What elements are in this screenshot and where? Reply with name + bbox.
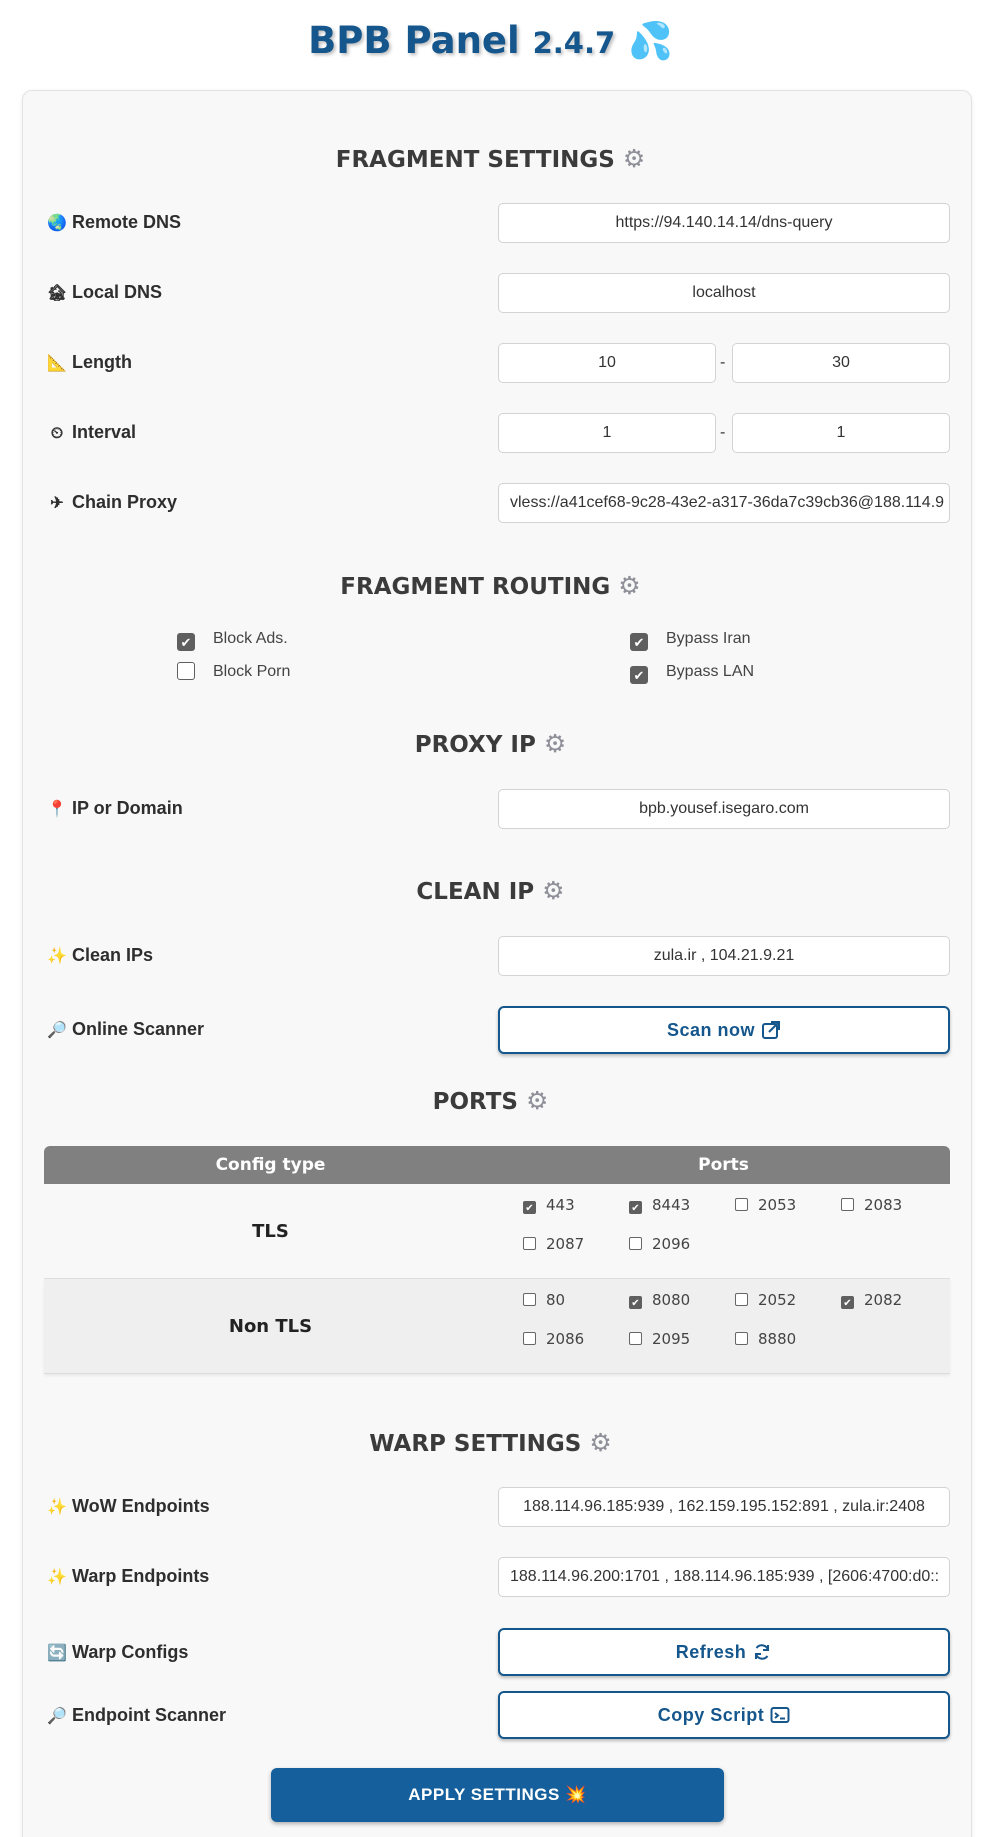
remote-dns-input[interactable]: https://94.140.14.14/dns-query <box>498 203 950 243</box>
section-heading-text: PROXY IP <box>414 732 536 758</box>
port-checkbox[interactable] <box>523 1235 584 1253</box>
port-checkbox[interactable] <box>523 1196 575 1214</box>
port-checkbox[interactable] <box>735 1291 796 1309</box>
port-checkbox[interactable] <box>841 1291 902 1309</box>
port-checkbox[interactable] <box>629 1330 690 1348</box>
checkbox-checked-icon[interactable]: ✔ <box>630 633 648 651</box>
block-porn-checkbox[interactable] <box>177 661 290 683</box>
ports-table-header <box>44 1146 950 1184</box>
gear-icon: ⚙ <box>622 144 646 173</box>
checkbox-checked-icon[interactable]: ✔ <box>841 1296 854 1309</box>
wow-endpoints-label <box>46 1491 210 1521</box>
warp-endpoints-label <box>46 1561 209 1591</box>
port-label: 8880 <box>758 1330 797 1348</box>
terminal-icon <box>770 1705 790 1725</box>
external-link-icon <box>761 1020 781 1040</box>
port-label: 2052 <box>758 1291 797 1309</box>
clean-ips-label <box>46 940 153 970</box>
interval-min-input[interactable]: 1 <box>498 413 716 453</box>
checkbox-unchecked-icon[interactable] <box>841 1198 854 1211</box>
checkbox-unchecked-icon[interactable] <box>735 1293 748 1306</box>
gear-icon: ⚙ <box>542 876 565 905</box>
globe-icon: 🌏 <box>47 215 67 232</box>
label-text: Online Scanner <box>72 1019 205 1039</box>
port-checkbox[interactable] <box>629 1196 690 1214</box>
checkbox-unchecked-icon[interactable] <box>629 1237 642 1250</box>
checkbox-unchecked-icon[interactable] <box>523 1293 536 1306</box>
port-label: 2087 <box>546 1235 585 1253</box>
app-version: 2.4.7 <box>532 26 616 60</box>
collision-icon: 💥 <box>565 1785 587 1804</box>
port-label: 8443 <box>652 1196 691 1214</box>
droplets-icon: 💦 <box>628 21 673 62</box>
checkbox-label: Block Ads. <box>213 630 288 647</box>
label-text: Clean IPs <box>72 945 154 965</box>
wow-endpoints-input[interactable]: 188.114.96.185:939 , 162.159.195.152:891 , zula.ir:2408 <box>498 1487 950 1527</box>
sparkles-icon: ✨ <box>47 1499 67 1516</box>
config-type-cell: TLS <box>252 1221 289 1242</box>
port-label: 443 <box>546 1196 575 1214</box>
label-text: Warp Configs <box>72 1642 189 1662</box>
section-heading-text: CLEAN IP <box>416 879 535 905</box>
section-heading-text: PORTS <box>432 1089 518 1115</box>
checkbox-checked-icon[interactable]: ✔ <box>523 1201 536 1214</box>
warp-configs-label <box>46 1637 188 1667</box>
button-label: Refresh <box>675 1642 747 1662</box>
button-label: Copy Script <box>657 1705 765 1725</box>
warp-settings-title <box>0 1426 981 1460</box>
ports-title <box>0 1084 981 1118</box>
port-checkbox[interactable] <box>735 1330 796 1348</box>
timer-icon: ⏲ <box>50 425 64 442</box>
port-checkbox[interactable] <box>841 1196 902 1214</box>
checkbox-checked-icon[interactable]: ✔ <box>629 1201 642 1214</box>
magnifier-icon: 🔎 <box>47 1708 67 1725</box>
port-label: 2082 <box>864 1291 903 1309</box>
remote-dns-label <box>46 207 181 237</box>
port-label: 2095 <box>652 1330 691 1348</box>
interval-max-input[interactable]: 1 <box>732 413 950 453</box>
length-max-input[interactable]: 30 <box>732 343 950 383</box>
checkbox-checked-icon[interactable]: ✔ <box>629 1296 642 1309</box>
button-label: Scan now <box>666 1020 755 1040</box>
pin-icon: 📍 <box>47 801 67 818</box>
house-icon: 🏚 <box>46 285 68 302</box>
airplane-icon: ✈ <box>50 495 64 512</box>
label-text: IP or Domain <box>72 798 183 818</box>
app-name: BPB Panel <box>308 19 520 62</box>
gear-icon: ⚙ <box>543 729 567 758</box>
range-separator: - <box>720 424 726 441</box>
section-heading-text: WARP SETTINGS <box>369 1431 582 1457</box>
local-dns-input[interactable]: localhost <box>498 273 950 313</box>
section-heading-text: FRAGMENT SETTINGS <box>335 147 615 173</box>
label-text: Length <box>72 352 132 372</box>
interval-label <box>46 417 136 447</box>
checkbox-label: Block Porn <box>213 663 291 680</box>
port-checkbox[interactable] <box>629 1291 690 1309</box>
port-label: 8080 <box>652 1291 691 1309</box>
checkbox-unchecked-icon[interactable] <box>523 1237 536 1250</box>
apply-settings-button[interactable] <box>271 1768 724 1822</box>
checkbox-unchecked-icon[interactable] <box>177 662 195 680</box>
checkbox-unchecked-icon[interactable] <box>523 1332 536 1345</box>
bypass-lan-checkbox[interactable] <box>630 661 754 683</box>
checkbox-unchecked-icon[interactable] <box>735 1198 748 1211</box>
gear-icon: ⚙ <box>589 1428 612 1457</box>
checkbox-label: Bypass Iran <box>666 630 751 647</box>
magnifier-icon: 🔎 <box>47 1022 67 1039</box>
checkbox-checked-icon[interactable]: ✔ <box>630 666 648 684</box>
port-checkbox[interactable] <box>523 1330 584 1348</box>
label-text: Warp Endpoints <box>72 1566 210 1586</box>
port-label: 2053 <box>758 1196 797 1214</box>
column-header-ports: Ports <box>698 1155 749 1175</box>
block-ads-checkbox[interactable] <box>177 628 288 650</box>
label-text: Remote DNS <box>72 212 182 232</box>
triangle-ruler-icon: 📐 <box>47 355 67 372</box>
table-row <box>44 1279 950 1374</box>
label-text: Endpoint Scanner <box>72 1705 227 1725</box>
column-header-config-type: Config type <box>215 1155 326 1175</box>
port-label: 2096 <box>652 1235 691 1253</box>
port-checkbox[interactable] <box>735 1196 796 1214</box>
page-title <box>0 14 981 68</box>
proxy-ip-title <box>0 727 981 761</box>
scan-now-button[interactable] <box>498 1006 950 1054</box>
config-type-cell: Non TLS <box>228 1316 313 1337</box>
button-label: APPLY SETTINGS <box>408 1785 560 1804</box>
sparkles-icon: ✨ <box>47 948 67 965</box>
range-separator: - <box>720 354 726 371</box>
ip-domain-label <box>46 793 183 823</box>
table-row <box>44 1184 950 1279</box>
ip-domain-input[interactable]: bpb.yousef.isegaro.com <box>498 789 950 829</box>
checkbox-label: Bypass LAN <box>666 663 755 680</box>
warp-endpoints-input[interactable]: 188.114.96.200:1701 , 188.114.96.185:939 , [2606:4700:d0:: <box>498 1557 950 1597</box>
local-dns-label <box>46 277 162 307</box>
refresh-square-icon: 🔄 <box>47 1645 67 1662</box>
clean-ips-input[interactable]: zula.ir , 104.21.9.21 <box>498 936 950 976</box>
online-scanner-label <box>46 1014 204 1044</box>
port-checkbox[interactable] <box>523 1291 565 1309</box>
refresh-button[interactable] <box>498 1628 950 1676</box>
sparkles-icon: ✨ <box>47 1569 67 1586</box>
chain-proxy-label <box>46 487 177 517</box>
length-label <box>46 347 132 377</box>
label-text: Local DNS <box>72 282 163 302</box>
checkbox-unchecked-icon[interactable] <box>735 1332 748 1345</box>
endpoint-scanner-label <box>46 1700 226 1730</box>
chain-proxy-input[interactable]: vless://a41cef68-9c28-43e2-a317-36da7c39cb36@188.114.9 <box>498 483 950 523</box>
gear-icon: ⚙ <box>525 1086 549 1115</box>
port-label: 80 <box>546 1291 566 1309</box>
checkbox-unchecked-icon[interactable] <box>629 1332 642 1345</box>
clean-ip-title <box>0 874 981 908</box>
port-checkbox[interactable] <box>629 1235 690 1253</box>
bypass-iran-checkbox[interactable] <box>630 628 750 650</box>
port-label: 2086 <box>546 1330 585 1348</box>
length-min-input[interactable]: 10 <box>498 343 716 383</box>
label-text: WoW Endpoints <box>72 1496 210 1516</box>
port-label: 2083 <box>864 1196 903 1214</box>
refresh-icon <box>752 1642 772 1662</box>
label-text: Chain Proxy <box>72 492 178 512</box>
copy-script-button[interactable] <box>498 1691 950 1739</box>
fragment-settings-title <box>0 142 981 176</box>
fragment-routing-title <box>0 569 981 603</box>
checkbox-checked-icon[interactable]: ✔ <box>177 633 195 651</box>
label-text: Interval <box>72 422 137 442</box>
gear-icon: ⚙ <box>618 571 641 600</box>
section-heading-text: FRAGMENT ROUTING <box>340 574 611 600</box>
